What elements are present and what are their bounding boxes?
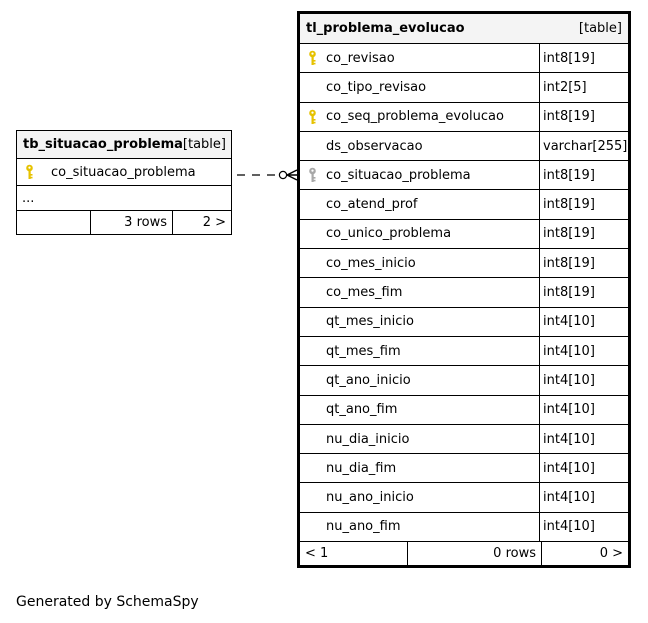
column-name-cell bbox=[300, 190, 540, 218]
foreign-key-icon bbox=[308, 167, 326, 183]
column-name: co_unico_problema bbox=[326, 226, 452, 242]
column-row[interactable] bbox=[300, 249, 628, 278]
column-list bbox=[17, 159, 231, 186]
column-row[interactable] bbox=[300, 308, 628, 337]
column-row[interactable] bbox=[300, 190, 628, 219]
column-name-cell bbox=[300, 278, 540, 306]
column-name: co_situacao_problema bbox=[51, 164, 196, 180]
column-type: int8[19] bbox=[543, 50, 595, 66]
column-list bbox=[300, 44, 628, 542]
column-name-cell bbox=[300, 161, 540, 189]
column-type: int2[5] bbox=[543, 79, 587, 95]
column-row[interactable] bbox=[300, 73, 628, 102]
column-name: nu_ano_fim bbox=[326, 519, 401, 535]
children-count[interactable]: 0 > bbox=[599, 546, 623, 562]
crows-foot-marker bbox=[287, 170, 297, 180]
column-type: int4[10] bbox=[543, 460, 595, 476]
column-type: int4[10] bbox=[543, 343, 595, 359]
table-tl-problema-evolucao[interactable] bbox=[297, 11, 631, 568]
table-type-label: [table] bbox=[578, 21, 622, 36]
column-name-cell bbox=[300, 454, 540, 482]
table-tb-situacao-problema[interactable] bbox=[16, 130, 232, 235]
column-type: int8[19] bbox=[543, 167, 595, 183]
column-row[interactable] bbox=[300, 396, 628, 425]
column-row[interactable] bbox=[300, 513, 628, 542]
column-name: qt_ano_fim bbox=[326, 402, 398, 418]
column-name-cell bbox=[300, 220, 540, 248]
primary-key-icon bbox=[308, 109, 326, 125]
column-type: int8[19] bbox=[543, 285, 595, 301]
column-type: int4[10] bbox=[543, 519, 595, 535]
column-type: int8[19] bbox=[543, 197, 595, 213]
optional-circle-marker bbox=[279, 171, 286, 178]
column-name: qt_ano_inicio bbox=[326, 372, 411, 388]
column-row[interactable] bbox=[300, 366, 628, 395]
table-footer bbox=[300, 542, 628, 565]
table-header bbox=[300, 14, 628, 44]
column-type: varchar[255] bbox=[543, 138, 628, 154]
column-type: int8[19] bbox=[543, 226, 595, 242]
column-row[interactable] bbox=[300, 44, 628, 73]
column-name: co_tipo_revisao bbox=[326, 79, 427, 95]
column-type: int4[10] bbox=[543, 431, 595, 447]
column-name-cell bbox=[300, 425, 540, 453]
row-count: 3 rows bbox=[91, 211, 173, 234]
column-name-cell bbox=[300, 483, 540, 511]
generated-by-label: Generated by SchemaSpy bbox=[16, 594, 199, 610]
column-type: int4[10] bbox=[543, 372, 595, 388]
column-name-cell bbox=[300, 249, 540, 277]
more-columns-ellipsis: ... bbox=[17, 186, 231, 211]
table-footer bbox=[17, 211, 231, 234]
column-name: ds_observacao bbox=[326, 138, 423, 154]
column-row[interactable] bbox=[17, 159, 231, 186]
primary-key-icon bbox=[25, 164, 51, 180]
column-name-cell bbox=[17, 159, 231, 185]
row-count: 0 rows bbox=[408, 542, 542, 565]
column-name-cell bbox=[300, 103, 540, 131]
parents-count[interactable]: < 1 bbox=[300, 542, 408, 565]
parents-count bbox=[17, 211, 91, 234]
column-row[interactable] bbox=[300, 337, 628, 366]
table-name[interactable]: tl_problema_evolucao bbox=[306, 21, 465, 36]
column-row[interactable] bbox=[300, 278, 628, 307]
column-type: int8[19] bbox=[543, 255, 595, 271]
column-name-cell bbox=[300, 337, 540, 365]
column-row[interactable] bbox=[300, 425, 628, 454]
column-name-cell bbox=[300, 513, 540, 541]
column-name: nu_ano_inicio bbox=[326, 490, 414, 506]
column-name: co_atend_prof bbox=[326, 197, 418, 213]
column-name: co_revisao bbox=[326, 50, 395, 66]
column-name: co_mes_inicio bbox=[326, 255, 416, 271]
column-name-cell bbox=[300, 366, 540, 394]
primary-key-icon bbox=[308, 50, 326, 66]
column-row[interactable] bbox=[300, 220, 628, 249]
column-row[interactable] bbox=[300, 483, 628, 512]
table-type-label: [table] bbox=[182, 137, 226, 152]
column-type: int4[10] bbox=[543, 490, 595, 506]
table-header bbox=[17, 131, 231, 159]
column-type: int8[19] bbox=[543, 109, 595, 125]
column-name: qt_mes_inicio bbox=[326, 314, 414, 330]
column-name-cell bbox=[300, 308, 540, 336]
column-type: int4[10] bbox=[543, 314, 595, 330]
column-name: nu_dia_fim bbox=[326, 460, 397, 476]
children-count[interactable]: 2 > bbox=[202, 215, 226, 230]
table-name[interactable]: tb_situacao_problema bbox=[23, 137, 183, 152]
column-name-cell bbox=[300, 396, 540, 424]
column-name-cell bbox=[300, 44, 540, 72]
column-name: co_situacao_problema bbox=[326, 167, 471, 183]
column-type: int4[10] bbox=[543, 402, 595, 418]
column-row[interactable] bbox=[300, 454, 628, 483]
column-name: co_mes_fim bbox=[326, 285, 403, 301]
column-name-cell bbox=[300, 73, 540, 101]
column-row[interactable] bbox=[300, 132, 628, 161]
column-name: nu_dia_inicio bbox=[326, 431, 410, 447]
column-name-cell bbox=[300, 132, 540, 160]
column-row[interactable] bbox=[300, 161, 628, 190]
column-name: qt_mes_fim bbox=[326, 343, 401, 359]
column-name: co_seq_problema_evolucao bbox=[326, 109, 504, 125]
column-row[interactable] bbox=[300, 103, 628, 132]
